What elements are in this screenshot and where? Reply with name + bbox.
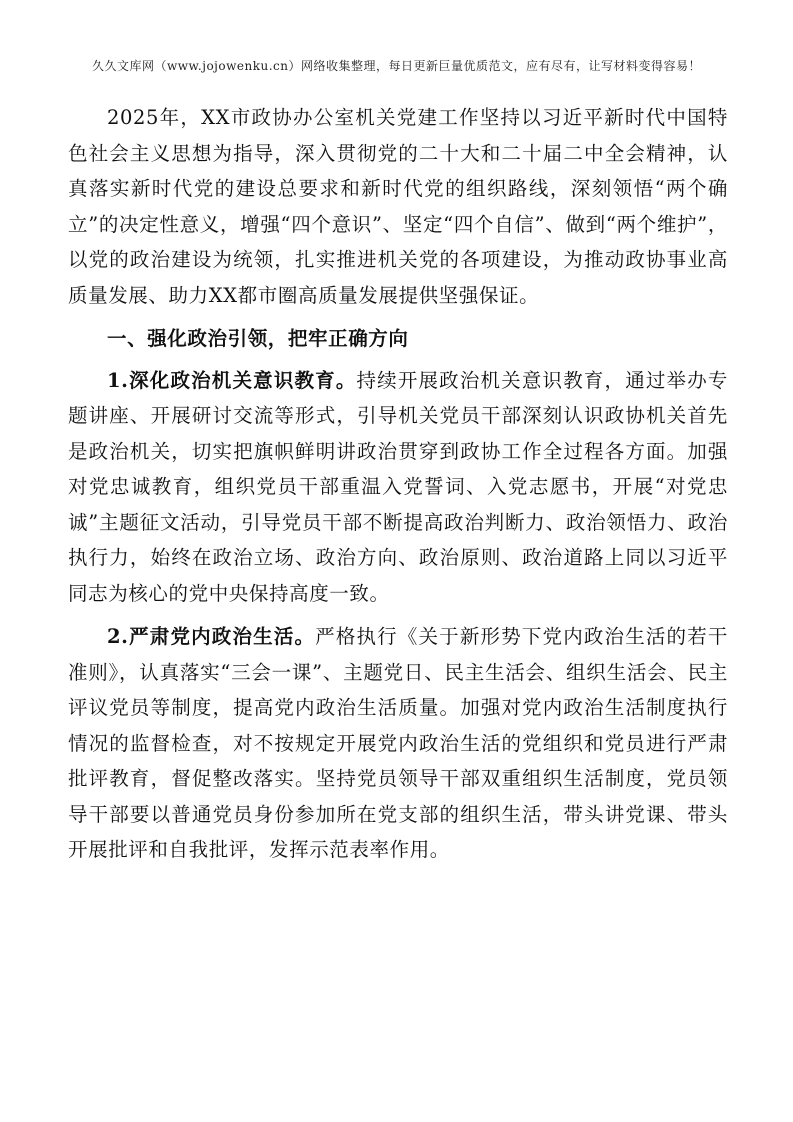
item-2-paragraph	[68, 619, 728, 868]
header-note: 久久文库网（www.jojowenku.cn）网络收集整理，每日更新巨量优质范文，应有尽有，让写材料变得容易！	[92, 59, 701, 73]
item-1-text: 持续开展政治机关意识教育，通过举办专题讲座、开展研讨交流等形式，引导机关党员干部深刻认识政协机关首先是政治机关，切实把旗帜鲜明讲政治贯穿到政协工作全过程各方面。加强对党忠诚教育，组织党员干部重温入党誓词、入党志愿书，开展“对党忠诚”主题征文活动，引导党员干部不断提高政治判断力、政治领悟力、政治执行力，始终在政治立场、政治方向、政治原则、政治道路上同以习近平同志为核心的党中央保持高度一致。	[68, 368, 728, 605]
item-2-text: 严格执行《关于新形势下党内政治生活的若干准则》，认真落实“三会一课”、主题党日、民主生活会、组织生活会、民主评议党员等制度，提高党内政治生活质量。加强对党内政治生活制度执行情况的监督检查，对不按规定开展党内政治生活的党组织和党员进行严肃批评教育，督促整改落实。坚持党员领导干部双重组织生活制度，党员领导干部要以普通党员身份参加所在党支部的组织生活，带头讲党课、带头开展批评和自我批评，发挥示范表率作用。	[68, 625, 728, 861]
item-2-lead: 2.严肃党内政治生活。	[107, 625, 316, 648]
section-heading: 一、强化政治引领，把牢正确方向	[107, 327, 409, 350]
item-1-lead: 1.深化政治机关意识教育。	[107, 368, 357, 392]
item-1-paragraph	[68, 363, 728, 612]
intro-paragraph: 2025年，XX市政协办公室机关党建工作坚持以习近平新时代中国特色社会主义思想为指导，深入贯彻党的二十大和二十届二中全会精神，认真落实新时代党的建设总要求和新时代党的组织路线，深刻领悟“两个确立”的决定性意义，增强“四个意识”、坚定“四个自信”、做到“两个维护”，以党的政治建设为统领，扎实推进机关党的各项建设，为推动政协事业高质量发展、助力XX都市圈高质量发展提供坚强保证。	[68, 106, 728, 307]
document-body	[68, 100, 728, 876]
